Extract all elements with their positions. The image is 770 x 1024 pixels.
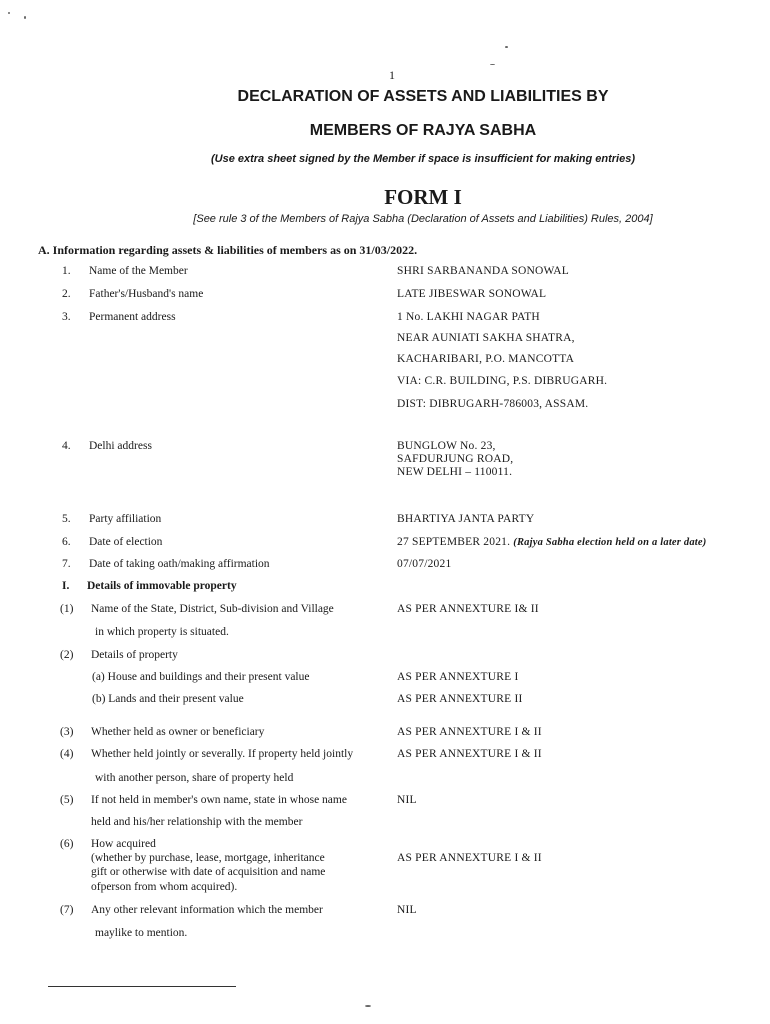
sub-value: AS PER ANNEXTURE I& II	[397, 603, 539, 615]
item-value-oath: 07/07/2021	[397, 558, 452, 570]
section-1-heading: Details of immovable property	[87, 580, 237, 592]
sub-number: (4)	[60, 748, 74, 760]
item-label-election: Date of election	[89, 536, 163, 548]
sub-label: gift or otherwise with date of acquisition and name	[91, 866, 326, 878]
sub-value: AS PER ANNEXTURE I	[397, 671, 519, 683]
scan-speck	[505, 46, 508, 48]
sub-label: Details of property	[91, 649, 178, 661]
sub-value: AS PER ANNEXTURE I & II	[397, 852, 542, 864]
sub-number: (7)	[60, 904, 74, 916]
sub-label: (whether by purchase, lease, mortgage, inheritance	[91, 852, 325, 864]
page-number: 1	[389, 68, 395, 82]
address-line: KACHARIBARI, P.O. MANCOTTA	[397, 353, 575, 365]
item-value-name: SHRI SARBANANDA SONOWAL	[397, 265, 570, 277]
item-label-oath: Date of taking oath/making affirmation	[89, 558, 270, 570]
section-a-heading: A. Information regarding assets & liabilities of members as on 31/03/2022.	[38, 243, 418, 257]
scan-speck	[8, 12, 10, 14]
sub-number: (1)	[60, 603, 74, 615]
item-label-name: Name of the Member	[89, 265, 188, 277]
form-title: FORM I	[384, 185, 462, 209]
item-label-address: Permanent address	[89, 311, 176, 323]
page-title: DECLARATION OF ASSETS AND LIABILITIES BY	[237, 88, 609, 105]
sub-label: Name of the State, District, Sub-division and Village	[91, 603, 334, 615]
instruction-note: (Use extra sheet signed by the Member if space is insufficient for making entries)	[210, 153, 636, 165]
sub-label: (b) Lands and their present value	[92, 693, 244, 705]
scan-speck	[24, 16, 26, 19]
sub-number: (3)	[60, 726, 74, 738]
item-label-delhi: Delhi address	[89, 440, 152, 452]
sub-label: Any other relevant information which the member	[91, 904, 323, 916]
item-number: 4.	[62, 440, 71, 452]
scan-speck	[365, 1005, 371, 1007]
sub-value: NIL	[397, 794, 417, 806]
sub-label: Whether held as owner or beneficiary	[91, 726, 265, 738]
address-line: 1 No. LAKHI NAGAR PATH	[397, 311, 540, 323]
delhi-address-line: SAFDURJUNG ROAD,	[397, 453, 514, 465]
sub-label: in which property is situated.	[95, 626, 229, 638]
item-number: 1.	[62, 265, 71, 277]
sub-label: maylike to mention.	[95, 927, 188, 939]
item-value-party: BHARTIYA JANTA PARTY	[397, 513, 535, 525]
sub-label: held and his/her relationship with the member	[91, 816, 303, 828]
sub-label: with another person, share of property held	[95, 772, 294, 784]
address-line: NEAR AUNIATI SAKHA SHATRA,	[397, 332, 575, 344]
item-number: 2.	[62, 288, 71, 300]
item-value-election	[397, 536, 706, 548]
delhi-address-line: BUNGLOW No. 23,	[397, 440, 496, 452]
sub-label: If not held in member's own name, state in whose name	[91, 794, 347, 806]
sub-value: AS PER ANNEXTURE I & II	[397, 726, 542, 738]
sub-value: AS PER ANNEXTURE II	[397, 693, 523, 705]
address-line: VIA: C.R. BUILDING, P.S. DIBRUGARH.	[397, 375, 608, 387]
sub-label: (a) House and buildings and their present value	[92, 671, 310, 683]
sub-number: (2)	[60, 649, 74, 661]
sub-value: AS PER ANNEXTURE I & II	[397, 748, 542, 760]
item-number: 7.	[62, 558, 71, 570]
item-number: 5.	[62, 513, 71, 525]
page-subtitle: MEMBERS OF RAJYA SABHA	[309, 122, 537, 139]
sub-value: NIL	[397, 904, 417, 916]
rule-reference: [See rule 3 of the Members of Rajya Sabha (Declaration of Assets and Liabilities) Rules, 2004]	[193, 213, 653, 225]
item-label-party: Party affiliation	[89, 513, 162, 525]
item-number: 6.	[62, 536, 71, 548]
sub-number: (5)	[60, 794, 74, 806]
item-value-father: LATE JIBESWAR SONOWAL	[397, 288, 547, 300]
election-date: 27 SEPTEMBER 2021.	[397, 536, 511, 548]
item-number: 3.	[62, 311, 71, 323]
item-label-father: Father's/Husband's name	[89, 288, 204, 300]
sub-label: Whether held jointly or severally. If property held jointly	[91, 748, 354, 760]
footer-rule	[48, 986, 236, 987]
delhi-address-line: NEW DELHI – 110011.	[397, 466, 513, 478]
sub-label: How acquired	[91, 838, 156, 850]
sub-number: (6)	[60, 838, 74, 850]
scan-speck	[490, 64, 495, 65]
sub-label: ofperson from whom acquired).	[91, 881, 238, 893]
section-number: I.	[62, 580, 70, 592]
election-note: (Rajya Sabha election held on a later date)	[513, 537, 707, 548]
address-line: DIST: DIBRUGARH-786003, ASSAM.	[397, 398, 589, 410]
